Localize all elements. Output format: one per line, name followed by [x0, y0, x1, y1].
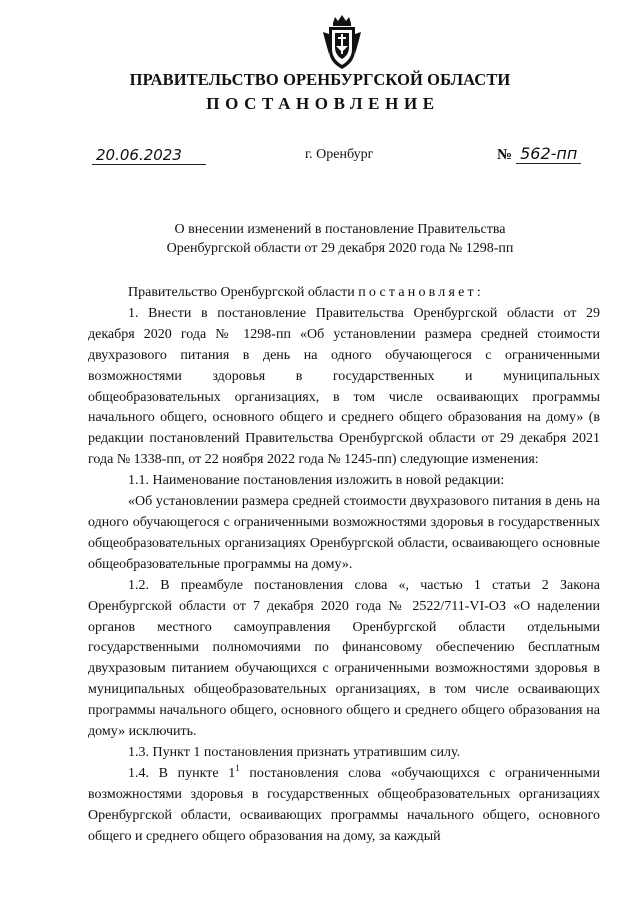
document-number [497, 144, 581, 164]
lead-verb: постановляет: [358, 285, 484, 300]
document-kind: ПОСТАНОВЛЕНИЕ [206, 94, 440, 113]
lead-paragraph [88, 283, 600, 304]
subject-line-1: О внесении изменений в постановление Правительства [174, 222, 506, 237]
orenburg-coat-of-arms-icon [321, 14, 363, 72]
document-city: г. Оренбург [305, 147, 374, 162]
document-subject [0, 220, 640, 258]
paragraph-1-3: 1.3. Пункт 1 постановления признать утратившим силу. [128, 744, 461, 760]
number-prefix: № [497, 147, 513, 163]
document-meta [0, 146, 640, 170]
lead-text: Правительство Оренбургской области [128, 285, 355, 300]
paragraph-1-4 [88, 764, 600, 848]
subject-line-2: Оренбургской области от 29 декабря 2020 года № 1298-пп [166, 241, 514, 256]
paragraph-1-4-rest: постановления слова «обучающихся с ограниченными возможностями здоровья в государственных общеобразовательных организациях Оренбургской области, осваивающих программы начального общего, основного общего и среднего общего образования на дому, за каждый [88, 765, 600, 844]
number-value: 562-пп [516, 144, 581, 164]
paragraph-1-1: 1.1. Наименование постановления изложить в новой редакции: [128, 473, 505, 489]
paragraph-1-4-superscript: 1 [235, 762, 240, 773]
paragraph-1-2: 1.2. В преамбуле постановления слова «, частью 1 статьи 2 Закона Оренбургской области от 7 декабря 2020 года № 2522/711-VI-ОЗ «О наделении органов местного самоуправления Оренбургской области отдельными государственными полномочиями по финансовому обеспечению бесплатным двухразовым питанием обучающихся с ограниченными возможностями здоровья в муниципальных общеобразовательных организациях, в том числе осваивающих программы начального общего, основного общего и среднего общего образования на дому» исключить. [88, 577, 600, 740]
document-date: 20.06.2023 [92, 146, 206, 165]
document-body [88, 283, 600, 847]
paragraph-1-1-quote: «Об установлении размера средней стоимости двухразового питания в день на одного обучающегося с ограниченными возможностями здоровья в государственных общеобразовательных организациях Оренбургской области, осваивающего основные общеобразовательные программы на дому». [88, 494, 600, 572]
paragraph-1-4-start: 1.4. В пункте 1 [128, 765, 236, 781]
paragraph-1: 1. Внести в постановление Правительства Оренбургской области от 29 декабря 2020 года № 1298-пп «Об установлении размера средней стоимости двухразового питания в день на одного обучающегося с ограниченными возможностями здоровья в государственных и муниципальных общеобразовательных организациях, в том числе осваивающих программы начального общего, основного общего и среднего общего образования на дому» (в редакции постановлений Правительства Оренбургской области от 29 декабря 2021 года № 1338-пп, от 22 ноября 2022 года № 1245-пп) следующие изменения: [88, 305, 600, 468]
government-title: ПРАВИТЕЛЬСТВО ОРЕНБУРГСКОЙ ОБЛАСТИ [129, 70, 511, 89]
